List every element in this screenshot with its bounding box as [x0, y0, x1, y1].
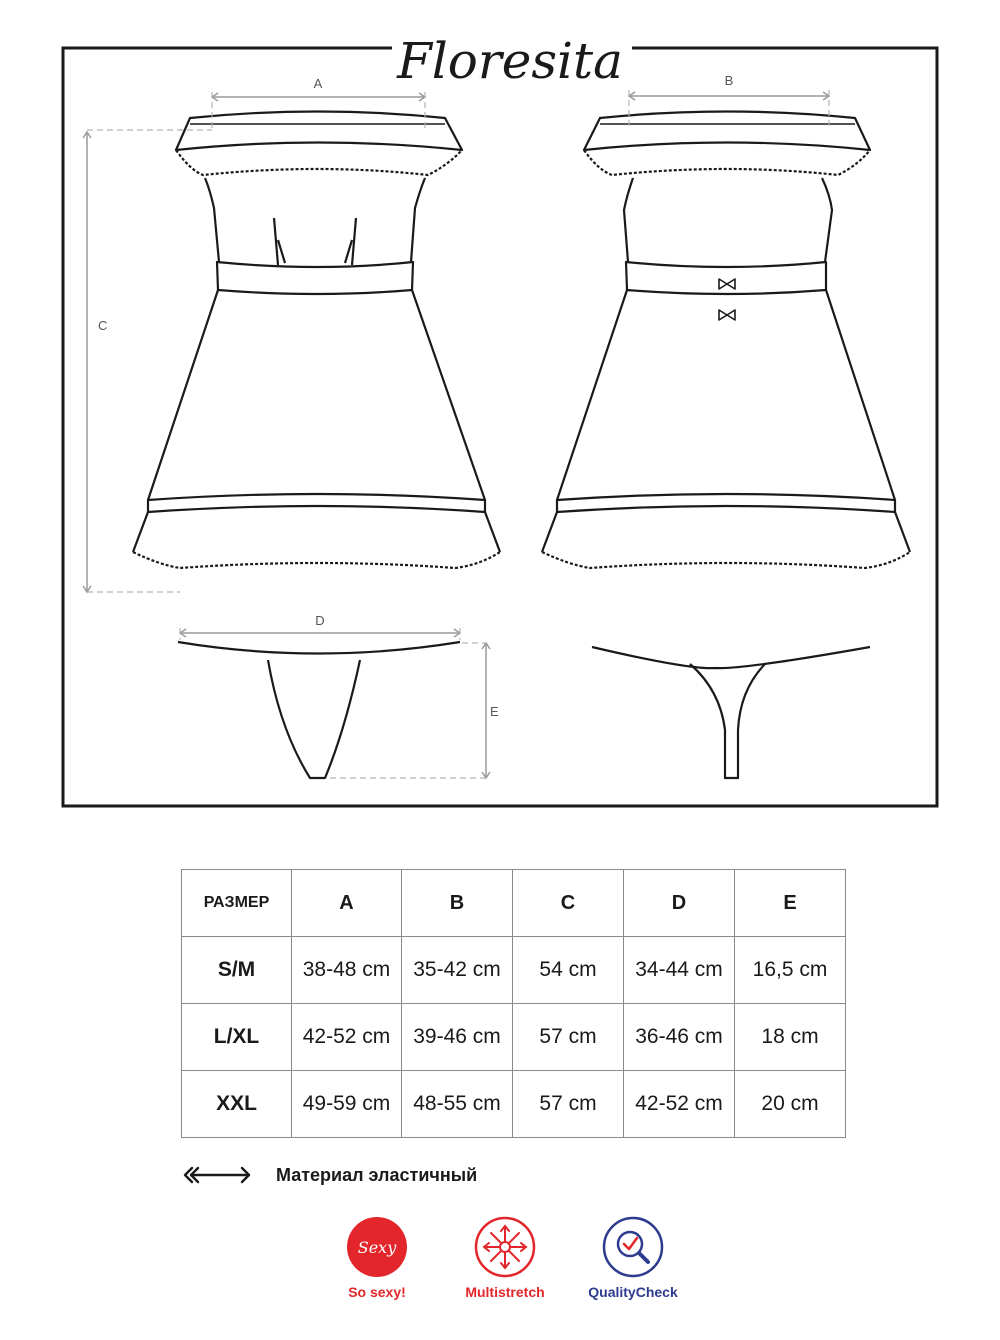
label-a: A [313, 76, 323, 91]
diagram-frame [63, 48, 937, 806]
cell-e: 20 cm [735, 1071, 846, 1138]
label-c: C [98, 318, 108, 333]
sexy-icon [345, 1215, 409, 1279]
cell-b: 48-55 cm [402, 1071, 513, 1138]
multistretch-icon [473, 1215, 537, 1279]
table-row [182, 1071, 846, 1138]
cell-a: 38-48 cm [292, 937, 402, 1004]
double-arrow-icon [182, 1165, 258, 1185]
badge-quality-check [573, 1215, 693, 1300]
size-table [181, 869, 846, 1138]
material-note [182, 1160, 477, 1190]
dimension-extension-lines [87, 90, 829, 778]
thong-back-drawing [592, 647, 870, 778]
label-b: B [724, 73, 734, 88]
cell-a: 49-59 cm [292, 1071, 402, 1138]
dress-front-drawing [133, 112, 500, 569]
badge-caption: QualityCheck [588, 1284, 678, 1300]
row-size: S/M [182, 937, 292, 1004]
header-c: C [513, 870, 624, 937]
row-size: L/XL [182, 1004, 292, 1071]
badge-so-sexy [317, 1215, 437, 1300]
badge-caption: Multistretch [465, 1284, 545, 1300]
header-a: A [292, 870, 402, 937]
quality-check-icon [601, 1215, 665, 1279]
cell-e: 16,5 cm [735, 937, 846, 1004]
cell-c: 54 cm [513, 937, 624, 1004]
cell-b: 35-42 cm [402, 937, 513, 1004]
label-d: D [315, 613, 325, 628]
cell-c: 57 cm [513, 1071, 624, 1138]
dimension-guides [83, 92, 829, 778]
material-text: Материал эластичный [276, 1164, 478, 1185]
table-row [182, 1004, 846, 1071]
row-size: XXL [182, 1071, 292, 1138]
cell-c: 57 cm [513, 1004, 624, 1071]
header-e: E [735, 870, 846, 937]
cell-e: 18 cm [735, 1004, 846, 1071]
cell-b: 39-46 cm [402, 1004, 513, 1071]
dress-back-drawing [542, 112, 910, 569]
cell-d: 34-44 cm [624, 937, 735, 1004]
cell-d: 42-52 cm [624, 1071, 735, 1138]
label-e: E [490, 704, 499, 719]
header-b: B [402, 870, 513, 937]
header-d: D [624, 870, 735, 937]
cell-a: 42-52 cm [292, 1004, 402, 1071]
badge-multistretch [445, 1215, 565, 1300]
brand-logo: Floresita [397, 32, 623, 90]
feature-badges [0, 1215, 1000, 1335]
header-size: РАЗМЕР [182, 870, 292, 937]
table-row [182, 937, 846, 1004]
thong-front-drawing [178, 642, 460, 778]
table-header-row [182, 870, 846, 937]
cell-d: 36-46 cm [624, 1004, 735, 1071]
badge-caption: So sexy! [348, 1284, 406, 1300]
svg-text:Sexy: Sexy [357, 1238, 397, 1257]
